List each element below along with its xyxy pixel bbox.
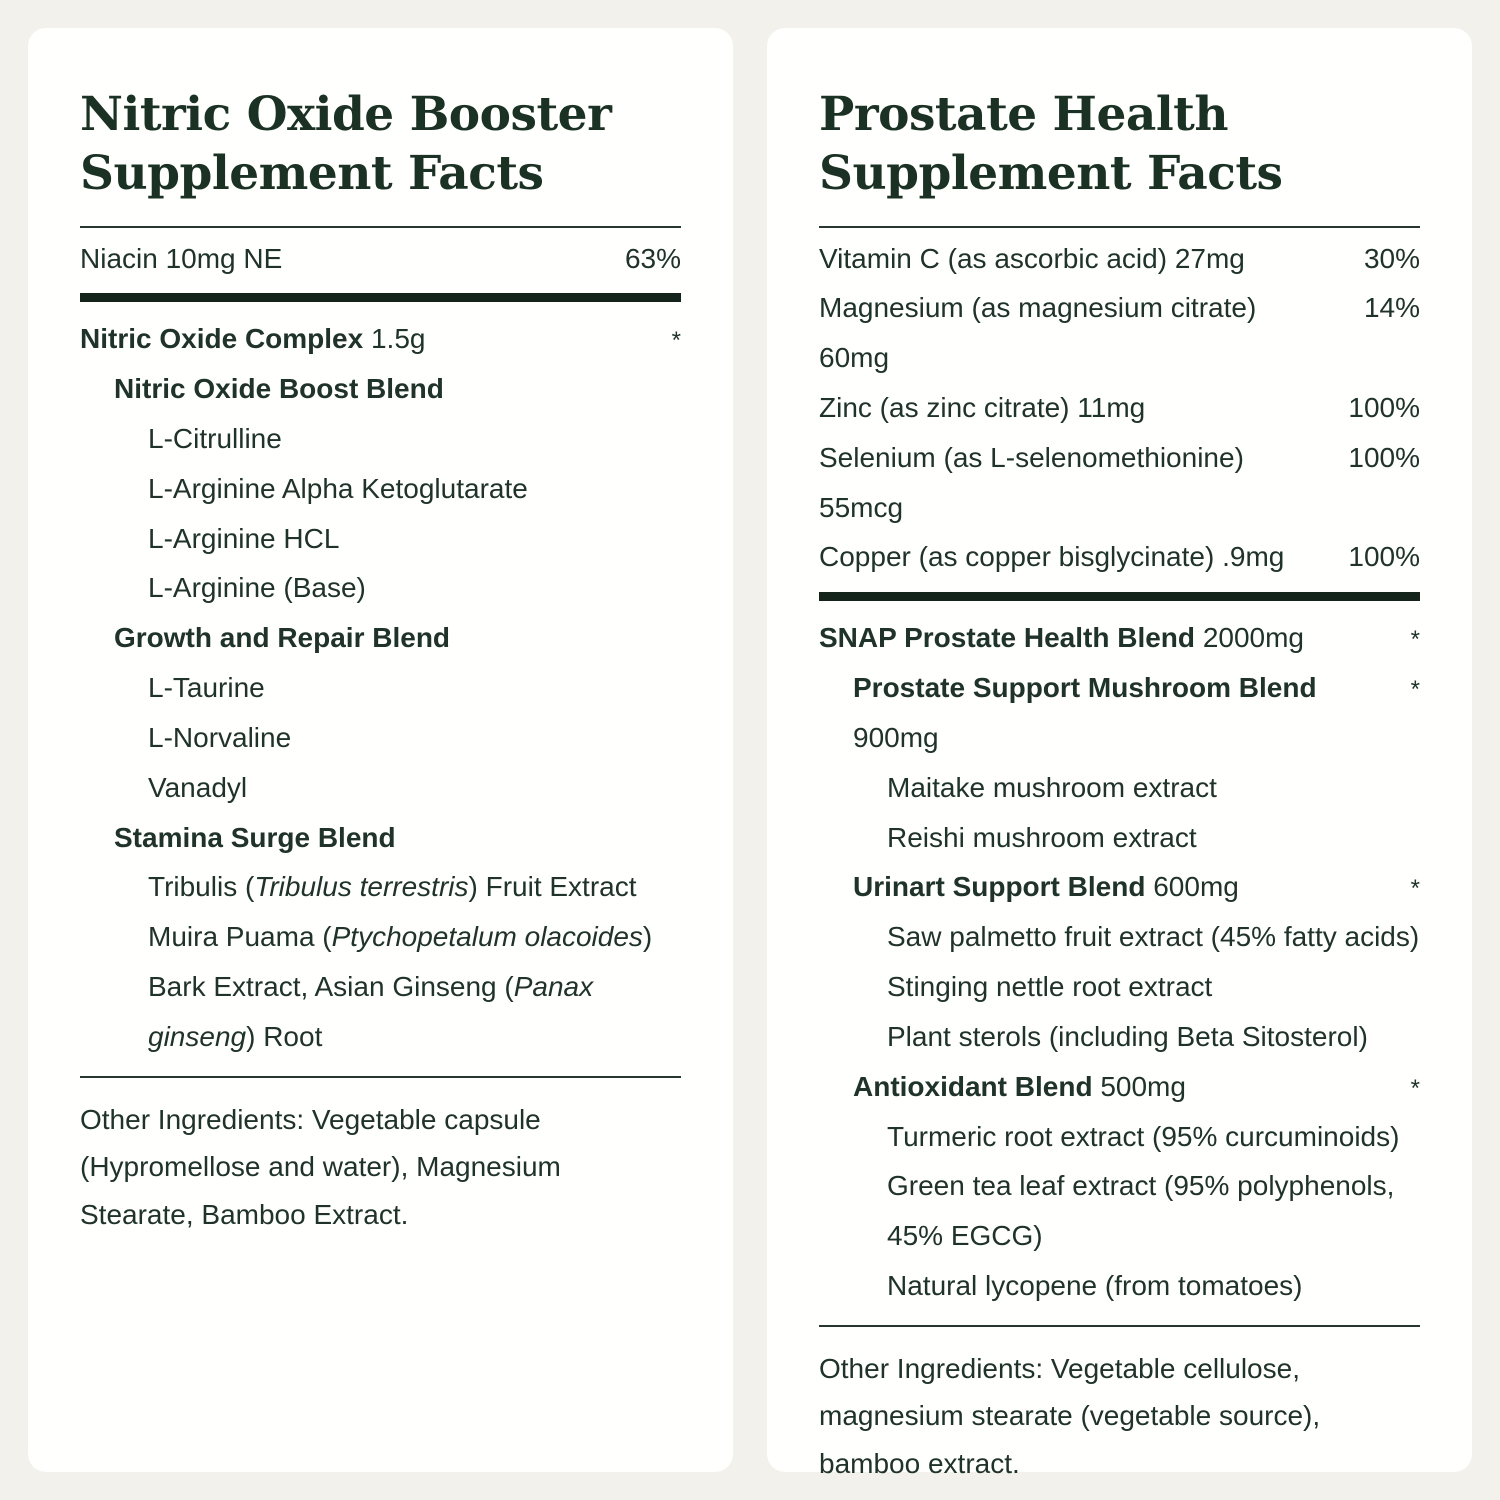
nutrient-daily-value: 30% <box>1363 242 1420 274</box>
divider-top-left <box>80 226 681 228</box>
list-item: Saw palmetto fruit extract (45% fatty acids) <box>887 921 1420 953</box>
nutrient-name: Copper (as copper bisglycinate) .9mg <box>819 541 1285 573</box>
list-item: Stinging nettle root extract <box>887 971 1213 1003</box>
group-header-amount: 900mg <box>853 721 939 753</box>
group-header-label: Growth and Repair Blend <box>114 622 451 654</box>
list-item: Reishi mushroom extract <box>887 821 1197 853</box>
blend-header-row <box>819 613 1420 663</box>
nutrient-name: Selenium (as L-selenomethionine) 55mcg <box>819 441 1244 523</box>
list-item: L-Arginine (Base) <box>148 572 366 604</box>
nutrient-row <box>819 532 1420 582</box>
blend-header-star: * <box>671 327 681 355</box>
divider-bottom-left <box>80 1076 681 1078</box>
nutrient-name: Vitamin C (as ascorbic acid) 27mg <box>819 242 1245 274</box>
panel-title-line-1: Prostate Health <box>819 87 1229 142</box>
group-header-row <box>819 663 1420 763</box>
divider-thick-right <box>819 592 1420 601</box>
nutrient-daily-value: 63% <box>624 242 681 274</box>
blend-header-star: * <box>1410 626 1420 654</box>
other-ingredients-left: Other Ingredients: Vegetable capsule (Hypromellose and water), Magnesium Stearate, Bamboo Extract. <box>80 1103 561 1230</box>
group-header-bold: Urinart Support Blend <box>853 871 1146 903</box>
blend-header-name <box>819 613 1390 663</box>
panel-title-line-2: Supplement Facts <box>80 145 544 201</box>
nutrient-name: Zinc (as zinc citrate) 11mg <box>819 391 1146 423</box>
nutrient-daily-value: 100% <box>1348 391 1420 423</box>
nutrient-row <box>819 234 1420 284</box>
page-title-right <box>819 86 1420 204</box>
group-header-bold: Antioxidant Blend <box>853 1070 1093 1102</box>
nutrient-daily-value: 100% <box>1348 541 1420 573</box>
nutrient-name: Niacin 10mg NE <box>80 242 283 274</box>
nutrient-row <box>80 234 681 284</box>
nutrient-name: Magnesium (as magnesium citrate) 60mg <box>819 292 1257 374</box>
list-item: L-Arginine Alpha Ketoglutarate <box>148 472 528 504</box>
nutrient-row <box>819 433 1420 533</box>
group-header-row <box>819 1062 1420 1112</box>
nutrient-row <box>819 283 1420 383</box>
panel-title-line-1: Nitric Oxide Booster <box>80 87 612 142</box>
group-header-row <box>819 862 1420 912</box>
group-header-star: * <box>1410 1074 1420 1102</box>
divider-top-right <box>819 226 1420 228</box>
blend-header-row <box>80 314 681 364</box>
blend-header-bold: SNAP Prostate Health Blend <box>819 622 1196 654</box>
group-header-row <box>80 613 681 663</box>
group-header-label: Nitric Oxide Boost Blend <box>114 373 444 405</box>
list-item: L-Norvaline <box>148 721 292 753</box>
blend-header-amount: 1.5g <box>370 323 426 355</box>
list-item: Natural lycopene (from tomatoes) <box>887 1270 1303 1302</box>
group-header-row <box>80 813 681 863</box>
list-item: Maitake mushroom extract <box>887 771 1217 803</box>
divider-bottom-right <box>819 1325 1420 1327</box>
list-item: L-Taurine <box>148 672 265 704</box>
group-header-row <box>80 364 681 414</box>
group-header-star: * <box>1410 676 1420 704</box>
panel-spacer-left <box>80 1239 681 1432</box>
panel-title-line-2: Supplement Facts <box>819 145 1283 201</box>
list-item-paragraph: Tribulis (Tribulus terrestris) Fruit Extract Muira Puama (Ptychopetalum olacoides) Bark Extract, Asian Ginseng (Panax ginseng) Root <box>148 871 653 1052</box>
panel-nitric-oxide-booster <box>28 28 733 1472</box>
divider-thick-left <box>80 293 681 302</box>
list-item: Vanadyl <box>148 771 248 803</box>
group-header-label <box>853 663 1390 763</box>
list-item: L-Citrulline <box>148 422 282 454</box>
group-header-amount: 500mg <box>1100 1070 1186 1102</box>
nutrient-daily-value: 14% <box>1363 292 1420 324</box>
blend-header-amount: 2000mg <box>1202 622 1304 654</box>
other-ingredients-right: Other Ingredients: Vegetable cellulose, magnesium stearate (vegetable source), bamboo extract. <box>819 1352 1321 1480</box>
nutrient-daily-value: 100% <box>1348 441 1420 473</box>
list-item: Turmeric root extract (95% curcuminoids) <box>887 1120 1400 1152</box>
group-header-label: Stamina Surge Blend <box>114 821 396 853</box>
group-header-star: * <box>1410 875 1420 903</box>
blend-header-name <box>80 314 651 364</box>
group-header-amount: 600mg <box>1153 871 1239 903</box>
group-header-label <box>853 1062 1390 1112</box>
page-title-left <box>80 86 681 204</box>
nutrient-row <box>819 383 1420 433</box>
blend-header-bold: Nitric Oxide Complex <box>80 323 364 355</box>
group-header-bold: Prostate Support Mushroom Blend <box>853 672 1317 704</box>
list-item: L-Arginine HCL <box>148 522 340 554</box>
panel-prostate-health <box>767 28 1472 1480</box>
list-item: Green tea leaf extract (95% polyphenols, 45% EGCG) <box>887 1170 1395 1252</box>
group-header-label <box>853 862 1390 912</box>
list-item: Plant sterols (including Beta Sitosterol) <box>887 1020 1368 1052</box>
